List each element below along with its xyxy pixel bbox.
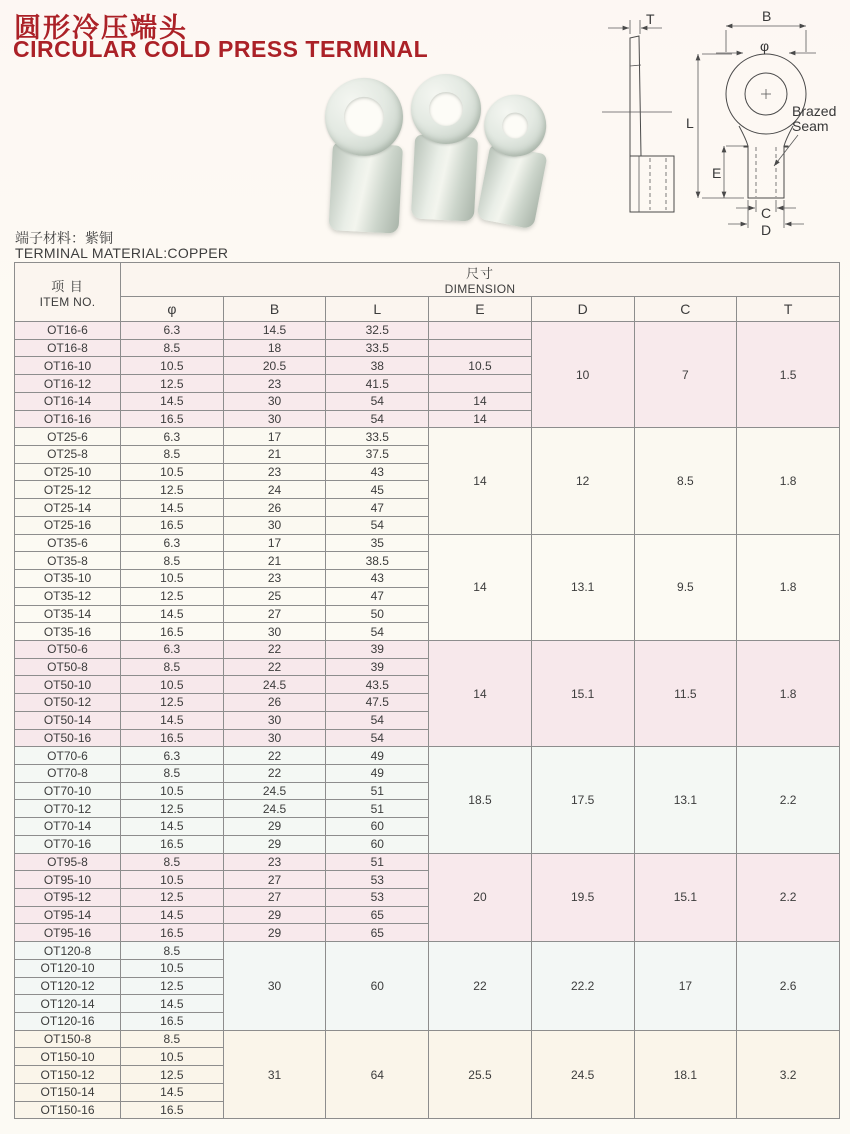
table-row — [15, 1030, 840, 1048]
item-cell: OT50-14 — [15, 711, 121, 729]
phi-cell: 10.5 — [121, 871, 224, 889]
b-cell: 17 — [223, 428, 326, 446]
dimension-diagram — [586, 6, 848, 238]
terminal-barrel — [411, 134, 478, 221]
e-cell: 14 — [429, 392, 532, 410]
l-cell-merged: 64 — [326, 1030, 429, 1119]
e-cell: 14 — [429, 410, 532, 428]
phi-cell: 16.5 — [121, 1013, 224, 1031]
e-cell-merged: 14 — [429, 534, 532, 640]
phi-cell: 16.5 — [121, 729, 224, 747]
e-cell-merged: 14 — [429, 428, 532, 534]
c-cell-merged: 15.1 — [634, 853, 737, 942]
l-cell: 54 — [326, 516, 429, 534]
item-cell: OT70-12 — [15, 800, 121, 818]
item-cell: OT16-12 — [15, 375, 121, 393]
phi-cell: 6.3 — [121, 747, 224, 765]
b-cell: 30 — [223, 516, 326, 534]
l-cell: 51 — [326, 853, 429, 871]
l-cell: 38 — [326, 357, 429, 375]
c-cell-merged: 11.5 — [634, 640, 737, 746]
item-cell: OT120-8 — [15, 942, 121, 960]
l-cell: 54 — [326, 729, 429, 747]
l-cell: 54 — [326, 392, 429, 410]
b-cell: 30 — [223, 729, 326, 747]
brazed-seam-label-line1: Brazed — [792, 103, 837, 119]
b-cell: 20.5 — [223, 357, 326, 375]
phi-cell: 14.5 — [121, 711, 224, 729]
material-note-english: TERMINAL MATERIAL:COPPER — [15, 245, 229, 261]
t-cell-merged: 2.6 — [737, 942, 840, 1031]
e-cell: 10.5 — [429, 357, 532, 375]
e-cell-merged: 18.5 — [429, 747, 532, 853]
e-cell-merged: 20 — [429, 853, 532, 942]
phi-cell: 14.5 — [121, 818, 224, 836]
item-cell: OT16-16 — [15, 410, 121, 428]
b-cell: 17 — [223, 534, 326, 552]
phi-cell: 6.3 — [121, 640, 224, 658]
table-row — [15, 640, 840, 658]
header-col-B: B — [223, 297, 326, 322]
t-cell-merged: 1.8 — [737, 534, 840, 640]
item-cell: OT35-10 — [15, 570, 121, 588]
phi-cell: 12.5 — [121, 481, 224, 499]
phi-cell: 12.5 — [121, 375, 224, 393]
terminal-barrel — [476, 144, 547, 230]
header-item-no: 项 目 ITEM NO. — [15, 263, 121, 322]
b-cell: 30 — [223, 711, 326, 729]
b-cell: 22 — [223, 764, 326, 782]
table-row — [15, 747, 840, 765]
l-cell: 49 — [326, 747, 429, 765]
d-cell-merged: 13.1 — [531, 534, 634, 640]
phi-cell: 14.5 — [121, 906, 224, 924]
item-cell: OT35-14 — [15, 605, 121, 623]
l-cell: 50 — [326, 605, 429, 623]
l-cell: 47.5 — [326, 694, 429, 712]
l-cell: 43 — [326, 463, 429, 481]
phi-cell: 8.5 — [121, 1030, 224, 1048]
phi-cell: 8.5 — [121, 446, 224, 464]
c-cell-merged: 17 — [634, 942, 737, 1031]
page-title-english: CIRCULAR COLD PRESS TERMINAL — [13, 36, 429, 62]
item-cell: OT150-12 — [15, 1066, 121, 1084]
phi-cell: 10.5 — [121, 1048, 224, 1066]
l-cell: 39 — [326, 640, 429, 658]
item-cell: OT35-12 — [15, 587, 121, 605]
l-cell: 33.5 — [326, 339, 429, 357]
l-cell: 45 — [326, 481, 429, 499]
phi-cell: 16.5 — [121, 516, 224, 534]
terminal-hole — [501, 112, 529, 140]
t-cell-merged: 2.2 — [737, 747, 840, 853]
item-cell: OT150-16 — [15, 1101, 121, 1119]
b-cell: 24 — [223, 481, 326, 499]
item-cell: OT150-10 — [15, 1048, 121, 1066]
l-cell: 65 — [326, 924, 429, 942]
l-cell: 49 — [326, 764, 429, 782]
b-cell: 29 — [223, 835, 326, 853]
item-cell: OT16-6 — [15, 322, 121, 340]
phi-cell: 6.3 — [121, 428, 224, 446]
phi-cell: 16.5 — [121, 410, 224, 428]
l-cell: 35 — [326, 534, 429, 552]
item-cell: OT120-12 — [15, 977, 121, 995]
item-cell: OT50-12 — [15, 694, 121, 712]
b-cell: 22 — [223, 658, 326, 676]
l-cell: 54 — [326, 410, 429, 428]
e-cell-merged: 25.5 — [429, 1030, 532, 1119]
dimension-table-wrapper — [14, 262, 840, 1119]
phi-cell: 14.5 — [121, 1083, 224, 1101]
phi-cell: 12.5 — [121, 694, 224, 712]
product-photo — [295, 66, 590, 244]
b-cell: 27 — [223, 889, 326, 907]
table-row — [15, 428, 840, 446]
b-cell: 30 — [223, 623, 326, 641]
phi-cell: 16.5 — [121, 835, 224, 853]
b-cell: 24.5 — [223, 782, 326, 800]
l-cell: 53 — [326, 889, 429, 907]
item-cell: OT50-8 — [15, 658, 121, 676]
phi-cell: 16.5 — [121, 623, 224, 641]
brazed-seam-label-line2: Seam — [792, 118, 829, 134]
header-col-φ: φ — [121, 297, 224, 322]
d-cell-merged: 15.1 — [531, 640, 634, 746]
b-cell: 26 — [223, 694, 326, 712]
b-cell: 23 — [223, 570, 326, 588]
phi-cell: 8.5 — [121, 853, 224, 871]
item-cell: OT95-10 — [15, 871, 121, 889]
c-cell-merged: 7 — [634, 322, 737, 428]
b-cell: 18 — [223, 339, 326, 357]
phi-cell: 16.5 — [121, 1101, 224, 1119]
l-cell: 39 — [326, 658, 429, 676]
item-cell: OT70-6 — [15, 747, 121, 765]
header-col-D: D — [531, 297, 634, 322]
phi-cell: 8.5 — [121, 942, 224, 960]
b-cell: 29 — [223, 924, 326, 942]
table-row — [15, 322, 840, 340]
table-row — [15, 853, 840, 871]
page-title-chinese: 圆形冷压端头 — [14, 13, 188, 43]
t-cell-merged: 2.2 — [737, 853, 840, 942]
l-cell: 47 — [326, 587, 429, 605]
t-cell-merged: 1.5 — [737, 322, 840, 428]
e-cell — [429, 339, 532, 357]
e-cell — [429, 375, 532, 393]
b-cell: 29 — [223, 818, 326, 836]
l-cell: 43.5 — [326, 676, 429, 694]
table-row — [15, 942, 840, 960]
item-cell: OT35-6 — [15, 534, 121, 552]
header-col-C: C — [634, 297, 737, 322]
item-cell: OT120-10 — [15, 959, 121, 977]
b-cell: 22 — [223, 747, 326, 765]
l-cell: 41.5 — [326, 375, 429, 393]
phi-cell: 12.5 — [121, 800, 224, 818]
d-cell-merged: 17.5 — [531, 747, 634, 853]
item-cell: OT70-16 — [15, 835, 121, 853]
l-cell: 38.5 — [326, 552, 429, 570]
item-cell: OT120-16 — [15, 1013, 121, 1031]
d-cell-merged: 19.5 — [531, 853, 634, 942]
t-cell-merged: 1.8 — [737, 428, 840, 534]
b-cell: 23 — [223, 463, 326, 481]
e-cell-merged: 14 — [429, 640, 532, 746]
l-cell: 51 — [326, 800, 429, 818]
phi-cell: 8.5 — [121, 552, 224, 570]
t-cell-merged: 1.8 — [737, 640, 840, 746]
phi-cell: 14.5 — [121, 499, 224, 517]
item-cell: OT95-14 — [15, 906, 121, 924]
d-cell-merged: 10 — [531, 322, 634, 428]
phi-cell: 12.5 — [121, 1066, 224, 1084]
l-cell: 33.5 — [326, 428, 429, 446]
item-cell: OT16-14 — [15, 392, 121, 410]
phi-cell: 6.3 — [121, 534, 224, 552]
b-cell: 23 — [223, 375, 326, 393]
l-cell: 37.5 — [326, 446, 429, 464]
c-cell-merged: 13.1 — [634, 747, 737, 853]
b-cell: 21 — [223, 552, 326, 570]
b-cell: 21 — [223, 446, 326, 464]
b-cell: 27 — [223, 871, 326, 889]
header-col-L: L — [326, 297, 429, 322]
phi-cell: 10.5 — [121, 570, 224, 588]
header-col-E: E — [429, 297, 532, 322]
b-cell-merged: 30 — [223, 942, 326, 1031]
item-cell: OT25-14 — [15, 499, 121, 517]
dimension-table — [14, 262, 840, 1119]
dim-label-phi: φ — [760, 38, 770, 54]
item-cell: OT70-14 — [15, 818, 121, 836]
phi-cell: 10.5 — [121, 676, 224, 694]
item-cell: OT150-8 — [15, 1030, 121, 1048]
d-cell-merged: 24.5 — [531, 1030, 634, 1119]
b-cell: 27 — [223, 605, 326, 623]
b-cell-merged: 31 — [223, 1030, 326, 1119]
t-cell-merged: 3.2 — [737, 1030, 840, 1119]
e-cell-merged: 22 — [429, 942, 532, 1031]
phi-cell: 8.5 — [121, 658, 224, 676]
c-cell-merged: 8.5 — [634, 428, 737, 534]
phi-cell: 14.5 — [121, 392, 224, 410]
l-cell: 60 — [326, 818, 429, 836]
phi-cell: 10.5 — [121, 959, 224, 977]
b-cell: 14.5 — [223, 322, 326, 340]
item-cell: OT120-14 — [15, 995, 121, 1013]
dim-label-T: T — [646, 11, 655, 27]
item-cell: OT150-14 — [15, 1083, 121, 1101]
d-cell-merged: 12 — [531, 428, 634, 534]
phi-cell: 16.5 — [121, 924, 224, 942]
dim-label-C: C — [761, 205, 772, 221]
header-col-T: T — [737, 297, 840, 322]
c-cell-merged: 9.5 — [634, 534, 737, 640]
phi-cell: 6.3 — [121, 322, 224, 340]
table-row — [15, 534, 840, 552]
dim-label-L: L — [686, 115, 694, 131]
item-cell: OT25-16 — [15, 516, 121, 534]
l-cell: 65 — [326, 906, 429, 924]
header-dimension: 尺寸 DIMENSION — [121, 263, 840, 297]
item-cell: OT95-12 — [15, 889, 121, 907]
b-cell: 23 — [223, 853, 326, 871]
l-cell: 32.5 — [326, 322, 429, 340]
item-cell: OT25-6 — [15, 428, 121, 446]
l-cell: 54 — [326, 711, 429, 729]
item-cell: OT95-16 — [15, 924, 121, 942]
side-view — [602, 11, 674, 212]
terminal-hole — [429, 92, 463, 126]
phi-cell: 12.5 — [121, 977, 224, 995]
phi-cell: 14.5 — [121, 995, 224, 1013]
terminal-hole — [343, 96, 385, 138]
item-cell: OT25-12 — [15, 481, 121, 499]
item-cell: OT25-10 — [15, 463, 121, 481]
item-cell: OT70-8 — [15, 764, 121, 782]
item-cell: OT95-8 — [15, 853, 121, 871]
e-cell — [429, 322, 532, 340]
b-cell: 26 — [223, 499, 326, 517]
dim-label-B: B — [762, 8, 772, 24]
item-cell: OT16-8 — [15, 339, 121, 357]
material-note-chinese: 端子材料：紫铜 — [15, 230, 113, 246]
d-cell-merged: 22.2 — [531, 942, 634, 1031]
item-cell: OT25-8 — [15, 446, 121, 464]
phi-cell: 8.5 — [121, 764, 224, 782]
item-cell: OT35-16 — [15, 623, 121, 641]
l-cell: 47 — [326, 499, 429, 517]
phi-cell: 14.5 — [121, 605, 224, 623]
phi-cell: 12.5 — [121, 889, 224, 907]
l-cell: 60 — [326, 835, 429, 853]
b-cell: 22 — [223, 640, 326, 658]
l-cell-merged: 60 — [326, 942, 429, 1031]
phi-cell: 12.5 — [121, 587, 224, 605]
dim-label-E: E — [712, 165, 722, 181]
c-cell-merged: 18.1 — [634, 1030, 737, 1119]
item-cell: OT50-10 — [15, 676, 121, 694]
b-cell: 29 — [223, 906, 326, 924]
phi-cell: 8.5 — [121, 339, 224, 357]
item-cell: OT50-16 — [15, 729, 121, 747]
l-cell: 43 — [326, 570, 429, 588]
phi-cell: 10.5 — [121, 782, 224, 800]
front-view — [686, 8, 836, 238]
b-cell: 24.5 — [223, 800, 326, 818]
b-cell: 30 — [223, 410, 326, 428]
b-cell: 24.5 — [223, 676, 326, 694]
b-cell: 30 — [223, 392, 326, 410]
terminal-ring — [411, 74, 481, 144]
b-cell: 25 — [223, 587, 326, 605]
dim-label-D: D — [761, 222, 772, 238]
l-cell: 54 — [326, 623, 429, 641]
item-cell: OT35-8 — [15, 552, 121, 570]
item-cell: OT16-10 — [15, 357, 121, 375]
phi-cell: 10.5 — [121, 357, 224, 375]
l-cell: 53 — [326, 871, 429, 889]
l-cell: 51 — [326, 782, 429, 800]
phi-cell: 10.5 — [121, 463, 224, 481]
item-cell: OT70-10 — [15, 782, 121, 800]
item-cell: OT50-6 — [15, 640, 121, 658]
